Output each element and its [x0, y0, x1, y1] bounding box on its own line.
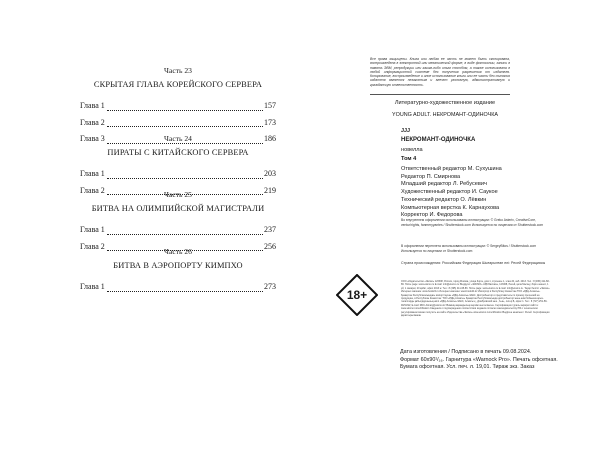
credit-line: Технический редактор О. Лёвкин — [401, 196, 487, 203]
chapter-list — [80, 279, 276, 296]
copyright-warning: Все права защищены. Книга или любая ее часть не может быть скопирована, воспроизведена в электронной или механической форме, в виде фотокопии, записи в память ЭВМ, репродукции или каким-либо иным способом, а также использована в любой информационной системе без получения разрешения от издателя. Копирование, воспроизведение и иное использование книги или ее части без согласия издателя является незаконным и влечет уголовную, административную и гражданскую ответственность. — [370, 57, 510, 87]
part-title: БИТВА НА ОЛИМПИЙСКОЙ МАГИСТРАЛИ — [91, 204, 265, 213]
book-title: НЕКРОМАНТ-ОДИНОЧКА — [401, 137, 476, 143]
part-number: Часть 25 — [164, 190, 192, 199]
chapter-label: Глава 1 — [80, 169, 105, 178]
illustrations-note: Во внутреннем оформлении использованы иллюстрации: © Greko Asterix, CreativeCore, ventur/rights, fanmeryyantes / Shutterstock.com Используется по лицензии от Shutterstock.com — [401, 218, 544, 227]
book-genre: новелла — [401, 147, 423, 153]
age-rating: 18+ — [346, 288, 368, 302]
divider — [370, 94, 510, 95]
edition-type: Литературно-художественное издание — [394, 100, 496, 106]
print-detail-line: Дата изготовления / Подписано в печать 09.08.2024. — [400, 349, 532, 355]
print-detail-line: Бумага офсетная. Усл. печ. л. 19,01. Тираж экз. Заказ — [400, 364, 535, 371]
chapter-label: Глава 1 — [80, 225, 105, 234]
print-detail-line: Формат 60x90¹/₁₆. Гарнитура «Warnock Pro». Печать офсетная. — [400, 356, 558, 363]
imprint-page — [300, 0, 600, 450]
chapter-label: Глава 1 — [80, 282, 105, 291]
series-name: YOUNG ADULT. НЕКРОМАНТ-ОДИНОЧКА — [392, 112, 498, 118]
country-of-origin: Страна происхождения: Российская Федерация Шығарылған елі: Ресей Федерациясы — [401, 261, 546, 265]
chapter-page: 273 — [264, 282, 276, 291]
credits-list — [401, 166, 561, 220]
credit-line: Редактор П. Смирнова — [401, 173, 461, 180]
chapter-page: 219 — [264, 185, 276, 195]
imprint-code: JJJ — [401, 128, 410, 134]
chapter-page: 186 — [264, 134, 276, 143]
chapter-row — [80, 222, 276, 239]
chapter-row — [80, 98, 276, 115]
chapter-label: Глава 1 — [80, 101, 105, 110]
toc-part — [80, 190, 276, 255]
chapter-label: Глава 3 — [80, 134, 105, 143]
chapter-page: 157 — [264, 101, 276, 110]
chapter-label: Глава 2 — [80, 117, 105, 127]
toc-part — [80, 247, 276, 296]
part-title: БИТВА В АЭРОПОРТУ КИМПХО — [113, 261, 243, 270]
part-number: Часть 24 — [164, 134, 192, 143]
credit-line: Младший редактор Л. Ребусевич — [401, 181, 487, 188]
chapter-label: Глава 2 — [80, 185, 105, 195]
chapter-page: 256 — [264, 241, 276, 251]
chapter-row — [80, 279, 276, 296]
chapter-row — [80, 166, 276, 183]
credit-line: Корректор И. Федорова — [401, 212, 463, 219]
part-title: ПИРАТЫ С КИТАЙСКОГО СЕРВЕРА — [107, 148, 249, 157]
dot-leader — [107, 291, 263, 292]
credit-line: Компьютерная верстка К. Карнаухова — [401, 204, 500, 211]
part-title: СКРЫТАЯ ГЛАВА КОРЕЙСКОГО СЕРВЕРА — [93, 80, 263, 89]
dot-leader — [107, 234, 263, 235]
credit-line: Художественный редактор И. Саукое — [401, 189, 498, 196]
dot-leader — [107, 126, 263, 127]
book-volume: Том 4 — [401, 156, 417, 162]
cover-illustrations-note: В оформлении переплета использованы иллюстрации: © SergeyBitos / Shutterstock.com Используется по лицензии от Shutterstock.com — [401, 244, 537, 253]
chapter-label: Глава 2 — [80, 241, 105, 251]
chapter-page: 173 — [264, 117, 276, 127]
part-number: Часть 26 — [164, 247, 192, 256]
dot-leader — [107, 110, 263, 111]
chapter-row — [80, 115, 276, 132]
dot-leader — [107, 178, 263, 179]
chapter-page: 237 — [264, 225, 276, 234]
print-details — [400, 349, 585, 372]
publisher-info: ООО «Издательство «Эксмо» 123308, Россия, город Москва, улица Зорге, дом 1, строение 1, этаж 20, каб. 2013. Тел.: 8 (495) 411-68-86. Home page: www.eksmo.ru E-mail: info@eksmo.ru Өндіруші: «ЭКСМО» АҚБ Баспасы, 123308, Ресей, қала Мәскеу, Зорге көшесі, 1 үй, 1 ғимарат, 20 қабат, офис 2013 ж. Тел.: 8 (495) 411-68-86. Home page: www.eksmo.ru E-mail: info@eksmo.ru. Тауар белгісі: «Эксмо» Интернет-магазин: www.book24.ru Интернет-магазин: www.book24.kz Импортёр в Республику Казахстан ТОО «РДЦ-Алматы». Қазақстан Республикасындағы импорттаушы «РДЦ-Алматы» ЖШС. Дистрибьютор и представитель по приему претензий на продукцию, в Республике Казахстан: ТОО «РДЦ-Алматы» Қазақстан Республикасында дистрибьютор және өнім бойынша арыз-талаптарды қабылдаушының өкілі «РДЦ-Алматы» ЖШС, Алматы қ., Домбровский көш., 3«а», литер Б, офис 1. Тел.: 8 (727) 251-59-90/91/92; E-mail: RDC-Almaty@eksmo.kz Өнімнің жарамдылық мерзімі шектелмеген. Сертификация туралы ақпарат сайтта: www.eksmo.ru/certification Сведения о подтверждении соответствия издания согласно законодательству РФ о техническом регулировании можно получить на сайте Издательства «Эксмо» www.eksmo.ru/certification Өндірген мемлекет: Ресей. Сертификация қарастырылмаған — [401, 280, 550, 318]
chapter-page: 203 — [264, 169, 276, 178]
part-number: Часть 23 — [164, 66, 192, 75]
credit-line: Ответственный редактор М. Сухушина — [401, 166, 502, 172]
